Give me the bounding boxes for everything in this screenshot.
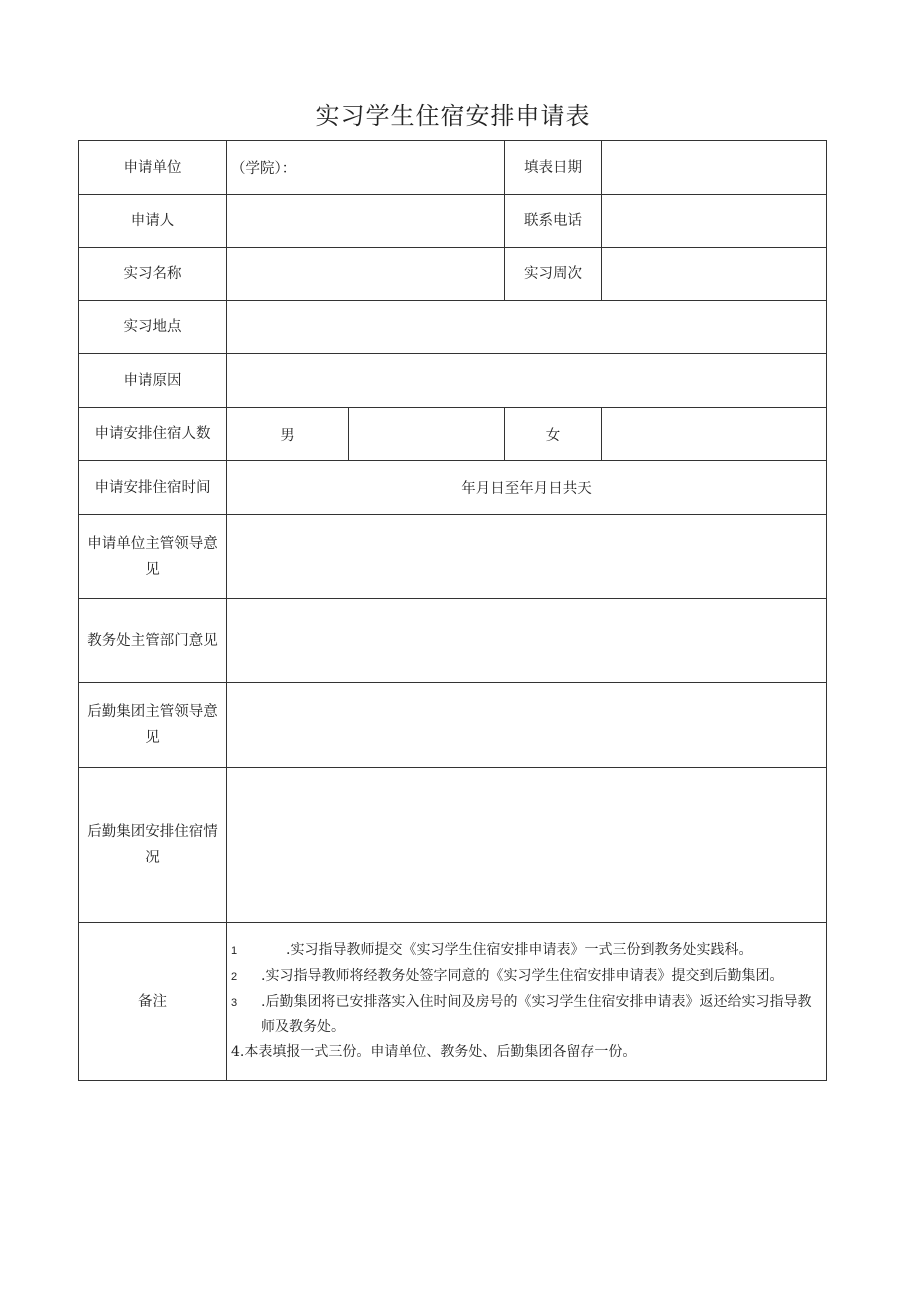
row-time: [79, 461, 827, 515]
row-logistics-arrangement: [79, 768, 827, 923]
unit-field[interactable]: （学院）：: [227, 141, 505, 195]
location-field[interactable]: [227, 301, 827, 354]
male-count-field[interactable]: [349, 408, 505, 461]
row-location: [79, 301, 827, 354]
row-unit: [79, 141, 827, 195]
remarks-label: 备注: [79, 923, 227, 1081]
internship-name-label: 实习名称: [79, 248, 227, 301]
application-form-table: [78, 140, 827, 1081]
remark-text: .实习指导教师提交《实习学生住宿安排申请表》一式三份到教务处实践科。: [286, 942, 753, 958]
remark-item: [231, 990, 822, 1040]
applicant-label: 申请人: [79, 195, 227, 248]
remark-number: 2: [231, 971, 238, 983]
internship-name-field[interactable]: [227, 248, 505, 301]
internship-week-field[interactable]: [602, 248, 827, 301]
fill-date-field[interactable]: [602, 141, 827, 195]
male-label: 男: [227, 408, 349, 461]
remark-item: [231, 938, 822, 964]
internship-week-label: 实习周次: [505, 248, 602, 301]
row-unit-opinion: [79, 515, 827, 599]
row-applicant: [79, 195, 827, 248]
female-label: 女: [505, 408, 602, 461]
logistics-opinion-label: 后勤集团主管领导意见: [79, 683, 227, 768]
logistics-arrangement-label: 后勤集团安排住宿情况: [79, 768, 227, 923]
remark-number: 4.: [231, 1044, 245, 1060]
location-label: 实习地点: [79, 301, 227, 354]
remark-text: .后勤集团将已安排落实入住时间及房号的《实习学生住宿安排申请表》返还给实习指导教师及教务处。: [261, 994, 812, 1035]
unit-label: 申请单位: [79, 141, 227, 195]
logistics-arrangement-field[interactable]: [227, 768, 827, 923]
unit-opinion-label: 申请单位主管领导意见: [79, 515, 227, 599]
unit-opinion-field[interactable]: [227, 515, 827, 599]
academic-opinion-label: 教务处主管部门意见: [79, 599, 227, 683]
row-reason: [79, 354, 827, 408]
time-label: 申请安排住宿时间: [79, 461, 227, 515]
reason-field[interactable]: [227, 354, 827, 408]
remark-number: 3: [231, 997, 238, 1009]
remark-text: .实习指导教师将经教务处签字同意的《实习学生住宿安排申请表》提交到后勤集团。: [261, 968, 784, 984]
fill-date-label: 填表日期: [505, 141, 602, 195]
phone-label: 联系电话: [505, 195, 602, 248]
female-count-field[interactable]: [602, 408, 827, 461]
row-internship: [79, 248, 827, 301]
form-title: 实习学生住宿安排申请表: [315, 102, 591, 130]
reason-label: 申请原因: [79, 354, 227, 408]
remark-item: [231, 1040, 822, 1065]
remark-text: 本表填报一式三份。申请单位、教务处、后勤集团各留存一份。: [244, 1044, 637, 1060]
count-label: 申请安排住宿人数: [79, 408, 227, 461]
phone-field[interactable]: [602, 195, 827, 248]
remark-number: 1: [231, 945, 238, 957]
row-remarks: [79, 923, 827, 1081]
row-logistics-opinion: [79, 683, 827, 768]
applicant-field[interactable]: [227, 195, 505, 248]
remarks-content: [227, 923, 827, 1081]
remark-item: [231, 964, 822, 990]
logistics-opinion-field[interactable]: [227, 683, 827, 768]
row-academic-opinion: [79, 599, 827, 683]
academic-opinion-field[interactable]: [227, 599, 827, 683]
time-field[interactable]: 年月日至年月日共天: [227, 461, 827, 515]
row-count: [79, 408, 827, 461]
